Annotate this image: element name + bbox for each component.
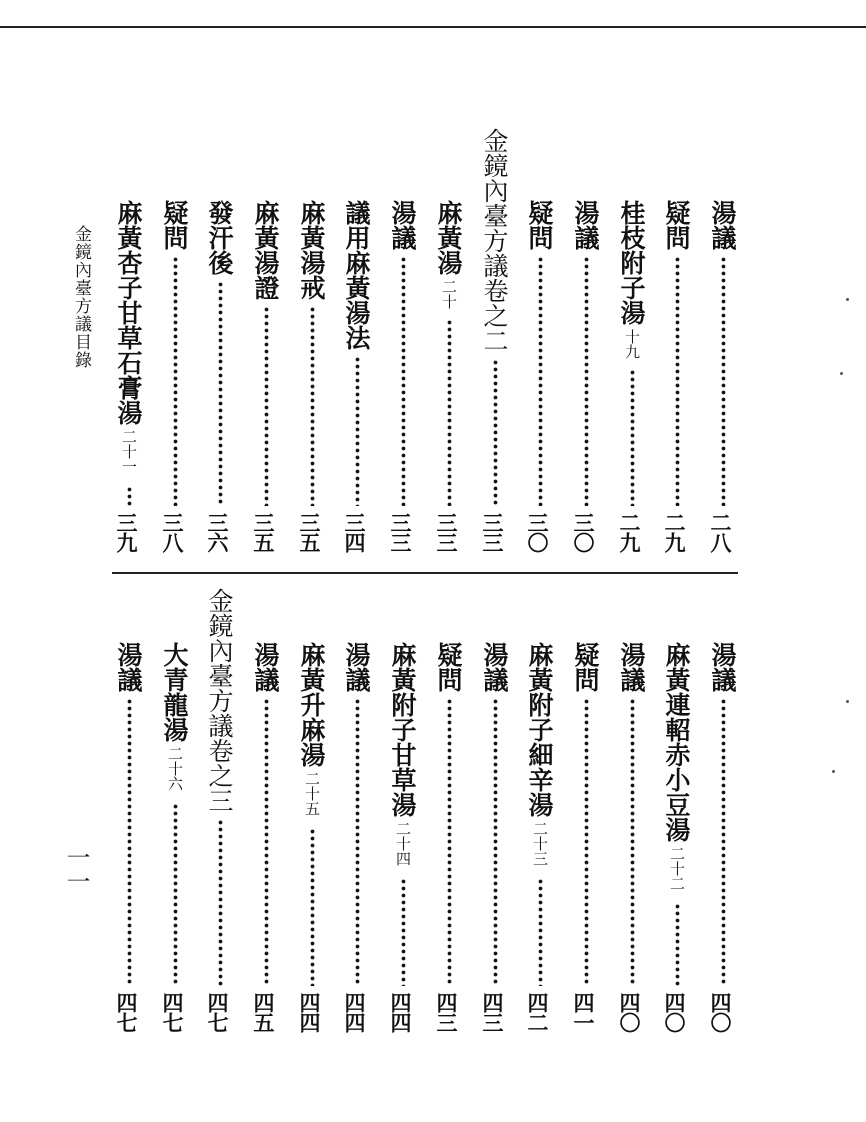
entry-title: 麻黃湯證 <box>251 200 280 300</box>
leader-dots <box>538 878 543 986</box>
page-ref: 三六 <box>205 512 230 552</box>
page-ref: 三三 <box>434 512 459 552</box>
page-ref: 三九 <box>114 512 139 552</box>
page-ref: 四五 <box>251 992 276 1032</box>
page-ref: 四四 <box>342 992 367 1032</box>
entry-title: 湯議 <box>708 200 737 250</box>
entry-number: 二十五 <box>303 771 321 816</box>
entry-title: 麻黃湯戒 <box>297 200 326 300</box>
entry-title: 麻黃升麻湯 <box>297 642 326 767</box>
leader-dots <box>675 256 680 506</box>
entry-number: 二十四 <box>394 821 412 866</box>
entry-number: 二十三 <box>531 821 549 866</box>
leader-dots <box>447 698 452 986</box>
leader-dots <box>630 698 635 986</box>
marginal-speck <box>840 372 843 375</box>
section-divider <box>112 572 738 574</box>
entry-title: 疑問 <box>434 642 463 692</box>
leader-dots <box>264 306 269 506</box>
marginal-speck <box>846 298 849 301</box>
leader-dots <box>630 369 635 506</box>
entry-title: 疑問 <box>160 200 189 250</box>
entry-title: 疑問 <box>525 200 554 250</box>
page-ref: 四〇 <box>662 992 687 1032</box>
leader-dots <box>218 819 223 986</box>
entry-title: 金鏡內臺方議卷之三 <box>205 588 234 813</box>
entry-number: 十九 <box>623 329 641 359</box>
entry-title: 疑問 <box>662 200 691 250</box>
page-ref: 三五 <box>251 512 276 552</box>
page-ref: 三三 <box>480 512 505 552</box>
entry-title: 麻黃杏子甘草石膏湯 <box>114 200 143 425</box>
leader-dots <box>310 306 315 506</box>
leader-dots <box>218 281 223 506</box>
page-ref: 二九 <box>662 512 687 552</box>
page-ref: 二九 <box>617 512 642 552</box>
entry-number: 二十六 <box>166 746 184 791</box>
page-ref: 四四 <box>297 992 322 1032</box>
page-ref: 四一 <box>571 992 596 1032</box>
page-ref: 三三 <box>388 512 413 552</box>
leader-dots <box>173 803 178 986</box>
leader-dots <box>675 903 680 986</box>
page-ref: 四三 <box>480 992 505 1032</box>
leader-dots <box>721 698 726 986</box>
entry-title: 湯議 <box>571 200 600 250</box>
page-ref: 三〇 <box>525 512 550 552</box>
leader-dots <box>721 256 726 506</box>
entry-title: 湯議 <box>114 642 143 692</box>
page-ref: 四二 <box>525 992 550 1032</box>
entry-title: 湯議 <box>342 642 371 692</box>
entry-number: 二十一 <box>120 429 138 474</box>
entry-title: 麻黃湯 <box>434 200 463 275</box>
entry-title: 湯議 <box>388 200 417 250</box>
leader-dots <box>493 698 498 986</box>
entry-title: 金鏡內臺方議卷之二 <box>480 128 509 353</box>
leader-dots <box>173 256 178 506</box>
leader-dots <box>584 256 589 506</box>
running-head: 金鏡內臺方議目錄 <box>71 225 91 369</box>
leader-dots <box>538 256 543 506</box>
leader-dots <box>355 356 360 506</box>
entry-title: 湯議 <box>251 642 280 692</box>
leader-dots <box>264 698 269 986</box>
leader-dots <box>447 319 452 506</box>
entry-title: 疑問 <box>571 642 600 692</box>
page-number: 一一 <box>62 845 90 893</box>
entry-title: 麻黃附子甘草湯 <box>388 642 417 817</box>
entry-number: 二十二 <box>668 846 686 891</box>
page-ref: 三五 <box>297 512 322 552</box>
top-rule <box>0 26 866 28</box>
leader-dots <box>401 878 406 986</box>
entry-title: 大青龍湯 <box>160 642 189 742</box>
entry-title: 湯議 <box>708 642 737 692</box>
leader-dots <box>127 698 132 986</box>
leader-dots <box>310 828 315 986</box>
entry-title: 麻黃連軺赤小豆湯 <box>662 642 691 842</box>
leader-dots <box>401 256 406 506</box>
marginal-speck <box>846 700 849 703</box>
entry-title: 麻黃附子細辛湯 <box>525 642 554 817</box>
page-ref: 四七 <box>160 992 185 1032</box>
page-ref: 四四 <box>388 992 413 1032</box>
page-ref: 三〇 <box>571 512 596 552</box>
leader-dots <box>584 698 589 986</box>
page-ref: 二八 <box>708 512 733 552</box>
page-ref: 四〇 <box>708 992 733 1032</box>
leader-dots <box>127 486 132 506</box>
entry-title: 湯議 <box>617 642 646 692</box>
leader-dots <box>355 698 360 986</box>
page-ref: 三四 <box>342 512 367 552</box>
page-ref: 三八 <box>160 512 185 552</box>
entry-title: 議用麻黃湯法 <box>342 200 371 350</box>
leader-dots <box>493 359 498 506</box>
entry-number: 二十 <box>440 279 458 309</box>
page-ref: 四三 <box>434 992 459 1032</box>
marginal-speck <box>832 770 835 773</box>
page-ref: 四七 <box>114 992 139 1032</box>
entry-title: 發汗後 <box>205 200 234 275</box>
page-ref: 四〇 <box>617 992 642 1032</box>
page-ref: 四七 <box>205 992 230 1032</box>
entry-title: 桂枝附子湯 <box>617 200 646 325</box>
entry-title: 湯議 <box>480 642 509 692</box>
